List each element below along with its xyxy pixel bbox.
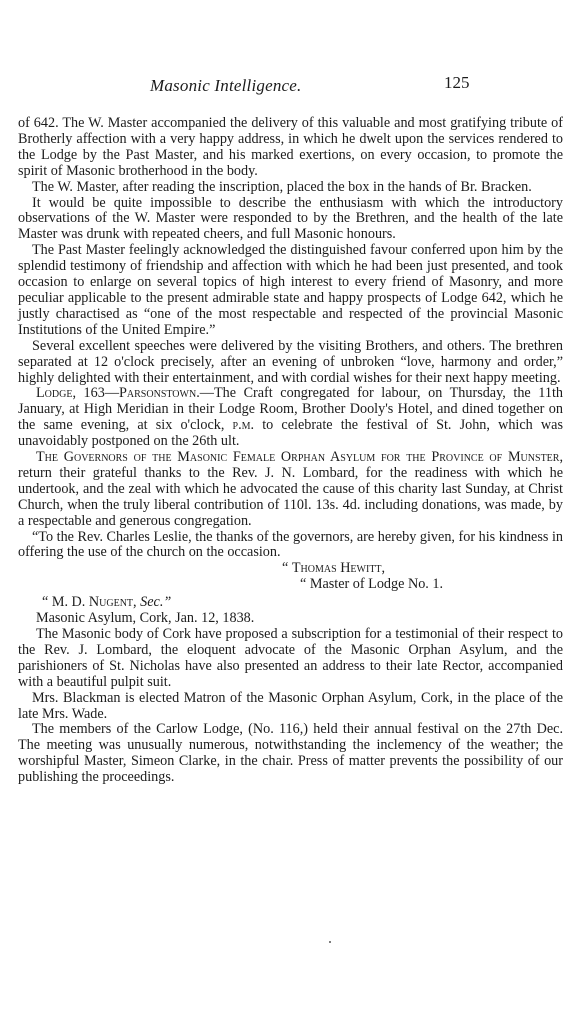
secretary-office: Sec.” bbox=[136, 594, 172, 611]
page-header bbox=[0, 73, 583, 100]
paragraph: of 642. The W. Master accompanied the delivery of this valuable and most gratifying tribute of Brotherly affection with a very happy address, in which he dwelt upon the services rendered to the Lodge by the Past Master, and his marked exertions, on every occasion, to promote the spirit of Masonic brotherhood in the body. bbox=[18, 115, 563, 179]
signatory-name-text: Thomas Hewitt, bbox=[291, 560, 386, 577]
paragraph: The W. Master, after reading the inscription, placed the box in the hands of Br. Bracken. bbox=[32, 178, 532, 195]
section-heading: Lodge, 163—Parsonstown. bbox=[36, 385, 200, 402]
paragraph: It would be quite impossible to describe the enthusiasm with which the introductory observations of the W. Master were responded to by the Brethren, and the health of the late Master was drunk with repeated cheers, and full Masonic honours. bbox=[18, 194, 563, 243]
lodge-163-report bbox=[18, 386, 563, 450]
section-heading: The Governors of the Masonic Female Orphan Asylum for the Province of Munster, bbox=[36, 449, 563, 466]
report-text-end: to celebrate the festival of St. John, which was unavoidably postponed on the 26th ult. bbox=[18, 417, 563, 450]
page-number: 125 bbox=[444, 73, 470, 92]
time-abbreviation: p.m. bbox=[232, 417, 255, 434]
running-title: Masonic Intelligence. bbox=[150, 76, 302, 95]
quote-mark: “ bbox=[282, 560, 292, 577]
signatory-office: “ Master of Lodge No. 1. bbox=[300, 576, 444, 593]
place-date: Masonic Asylum, Cork, Jan. 12, 1838. bbox=[36, 610, 255, 627]
paragraph: The Past Master feelingly acknowledged the distinguished favour conferred upon him by the splendid testimony of friendship and affection with which he had been just presented, and took occasion to enlarge on several topics of high interest to every friend of Masonry, and more peculiar applicable to the present admirable state and happy prospects of Lodge 642, which he justly charactised as “one of the most respectable and respected of the provincial Masonic Institutions of the United Empire.” bbox=[18, 242, 563, 338]
governors-notice bbox=[18, 450, 563, 530]
secretary-prefix: “ M. D. bbox=[42, 594, 89, 611]
article-body bbox=[18, 116, 563, 786]
signatory-name bbox=[18, 561, 563, 577]
notice-quote: “To the Rev. Charles Leslie, the thanks of the governors, are hereby given, for his kindness in offering the use of the church on the occasion. bbox=[18, 528, 563, 561]
report-text: —The Craft congregated for labour, on Thursday, the 11th January, at High Meridian in their Lodge Room, Brother Dooly's Hotel, and dined together on the same evening, at six o'clock, bbox=[18, 385, 564, 434]
paragraph: The members of the Carlow Lodge, (No. 116,) held their annual festival on the 27th Dec. The meeting was unusually numerous, notwithstanding the inclemency of the weather; the worshipful Master, Simeon Clarke, in the chair. Press of matter prevents the possibility of our publishing the proceedings. bbox=[18, 721, 563, 786]
paragraph: The Masonic body of Cork have proposed a subscription for a testimonial of their respect to the Rev. J. Lombard, the eloquent advocate of the Masonic Orphan Asylum, and the parishioners of St. Nicholas have also presented an address to their late Rector, accompanied with a beautiful pulpit suit. bbox=[18, 626, 563, 690]
secretary-signature bbox=[18, 595, 563, 611]
paragraph: Mrs. Blackman is elected Matron of the Masonic Orphan Asylum, Cork, in the place of the late Mrs. Wade. bbox=[18, 689, 563, 722]
print-speck bbox=[329, 941, 331, 943]
secretary-name: Nugent, bbox=[88, 594, 137, 611]
notice-text: return their grateful thanks to the Rev. J. N. Lombard, for the readiness with which he undertook, and the zeal with which he advocated the cause of this charity last Sunday, at Christ Church, when the truly liberal contribution of 110l. 13s. 4d. including donations, was made, by a respectable and generous congregation. bbox=[18, 464, 563, 529]
paragraph: Several excellent speeches were delivered by the visiting Brothers, and others. The brethren separated at 12 o'clock precisely, after an evening of unbroken “love, harmony and order,” highly delighted with their entertainment, and with cordial wishes for their next happy meeting. bbox=[18, 337, 563, 386]
